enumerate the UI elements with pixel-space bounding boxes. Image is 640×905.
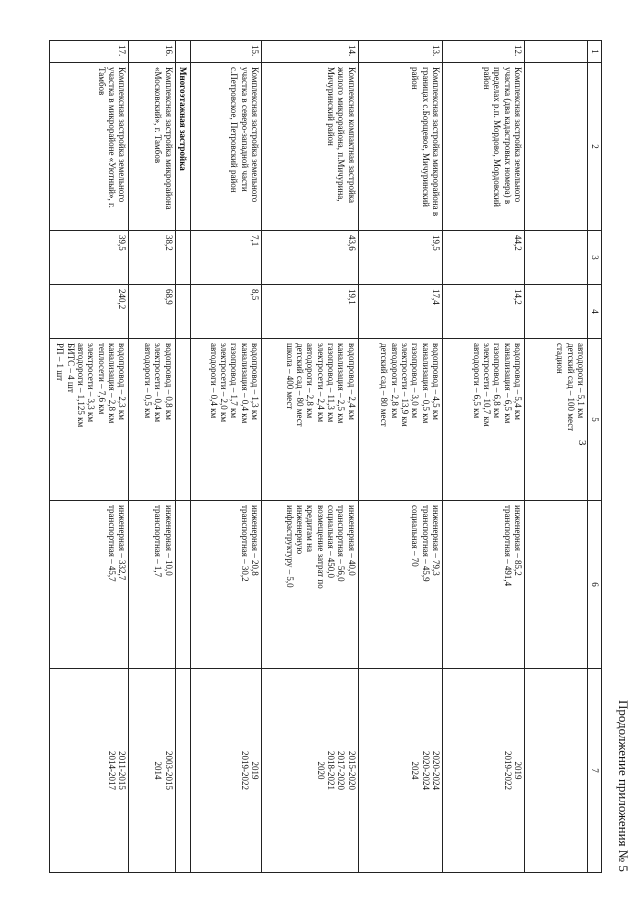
years-cell (129, 669, 175, 873)
section-spacer (175, 41, 190, 63)
cell-line: инженерную (295, 505, 306, 555)
cell-line: детский сад – 80 мест (295, 343, 306, 427)
infrastructure-cell (50, 339, 129, 501)
years-cell (50, 669, 129, 873)
cell-line: 2015-2020 (346, 751, 357, 790)
cell-line: автодороги – 1,125 км (75, 343, 86, 428)
costs-cell (358, 501, 442, 669)
cell-line: социальная – 450,0 (326, 505, 337, 578)
cell-line: канализация – 0,5 км (420, 343, 431, 424)
project-name: Комплексная застройка земельного участка (два кадастровых номера) в пределах р.п. Мордово, Мордовский район (442, 63, 524, 231)
cell-line: автодороги – 6,5 км (471, 343, 482, 419)
cell-line: инфраструктуру – 5,0 (284, 505, 295, 588)
cell-line: 2019 (250, 761, 261, 780)
cell-line: канализация – 6,5 км (502, 343, 513, 424)
cell-line: транспортная – 45,9 (420, 505, 431, 582)
table-row (442, 41, 524, 873)
row-number: 12. (442, 41, 524, 63)
years-cell (358, 669, 442, 873)
cell-line: автодороги – 5,1 км (576, 343, 586, 419)
infrastructure-cell (524, 339, 587, 501)
cell-line: водопровод – 2,3 км (117, 343, 128, 420)
area-value: 7,1 (190, 231, 261, 285)
cell-line: 2020 (315, 761, 326, 780)
cell-line: транспортная – 1,7 (153, 505, 164, 578)
cell-line: электросети – 13,9 км (399, 343, 410, 427)
column-number: 4 (588, 285, 602, 339)
cell-line: 2020-2024 (430, 751, 441, 790)
costs-cell (262, 501, 359, 669)
area-value: 43,6 (262, 231, 359, 285)
cell-line: водопровод – 0,8 км (163, 343, 174, 420)
cell-line: канализация – 2,8 км (106, 343, 117, 424)
column-number: 7 (588, 669, 602, 873)
housing-value: 8,5 (190, 285, 261, 339)
row-number: 14. (262, 41, 359, 63)
cell-line: детский сад – 80 мест (379, 343, 390, 427)
cell-line: электросети – 0,4 км (153, 343, 164, 423)
cell-line: транспортная – 56,0 (336, 505, 347, 582)
cell-line: социальная – 70 (410, 505, 421, 567)
table-row (262, 41, 359, 873)
section-spacer (175, 231, 190, 285)
cell-line: транспортная – 45,7 (106, 505, 117, 582)
appendix-continuation-title: Продолжение приложения № 5 (616, 700, 631, 872)
costs-cell (129, 501, 175, 669)
section-spacer (175, 339, 190, 501)
cell-line: инженерная – 79,3 (430, 505, 441, 576)
cell-line: транспортная – 491,4 (502, 505, 513, 587)
cell-line: 2017-2020 (336, 751, 347, 790)
table-row (50, 41, 129, 873)
cell-line: инженерная – 40,0 (346, 505, 357, 576)
cell-line: автодороги – 0,4 км (208, 343, 219, 419)
column-number: 1 (588, 41, 602, 63)
cell-line: канализация – 2,5 км (336, 343, 347, 424)
housing-value: 17,4 (358, 285, 442, 339)
cell-line: электросети – 2,0 км (219, 343, 230, 423)
table-row (358, 41, 442, 873)
area-value: 44,2 (442, 231, 524, 285)
cell-line: 2003-2015 (163, 751, 174, 790)
column-number: 2 (588, 63, 602, 231)
cell-line: 2018-2021 (326, 751, 337, 790)
cell-line: 2014-2017 (106, 751, 117, 790)
cell-line: 2014 (153, 761, 164, 780)
cell-line: БИТС – 4 шт (65, 343, 76, 393)
cell-line: школа – 400 мест (284, 343, 295, 410)
table-row (129, 41, 175, 873)
cell-line: инженерная – 332,7 (117, 505, 128, 581)
section-spacer (175, 501, 190, 669)
cell-line: инженерная – 10,0 (163, 505, 174, 576)
area-value: 19,5 (358, 231, 442, 285)
row-number: 15. (190, 41, 261, 63)
infrastructure-cell (190, 339, 261, 501)
cell-line: транспортная – 30,2 (239, 505, 250, 582)
cell-line: 2019 (512, 761, 523, 780)
project-name: Комплексная застройка земельного участка в северо-западной части с.Петровское, Петровский район (190, 63, 261, 231)
section-spacer (175, 285, 190, 339)
cell-line: 2019-2022 (502, 751, 513, 790)
cell-line: газопровод – 1,7 км (229, 343, 240, 419)
section-row (175, 41, 190, 873)
area-value: 38,2 (129, 231, 175, 285)
cell-line: водопровод – 1,3 км (250, 343, 261, 420)
cell-line: инженерная – 85,2 (512, 505, 523, 576)
cell-line: возмещение затрат по (315, 505, 326, 589)
cell-line: автодороги – 0,5 км (142, 343, 153, 419)
housing-value: 240,2 (50, 285, 129, 339)
cell-line: стадион (555, 343, 566, 374)
cell-line: водопровод – 2,4 км (346, 343, 357, 420)
cell-line: электросети – 3,3 км (86, 343, 97, 423)
row-number: 17. (50, 41, 129, 63)
cell-line: детский сад – 100 мест (565, 343, 576, 432)
cell-line: электросети – 10,7 км (481, 343, 492, 427)
table-row (524, 41, 587, 873)
cell-line: 2020-2024 (420, 751, 431, 790)
column-number: 3 (588, 231, 602, 285)
infrastructure-cell (262, 339, 359, 501)
housing-value: 68,9 (129, 285, 175, 339)
project-name: Комплексная застройка микрорайона «Московский», г. Тамбов (129, 63, 175, 231)
section-label: Многоэтажная застройка (175, 63, 190, 231)
cell-line: инженерная – 20,8 (250, 505, 261, 576)
cell-line: газопровод – 3,0 км (410, 343, 421, 419)
infrastructure-cell (442, 339, 524, 501)
cell-line: 2019-2022 (239, 751, 250, 790)
area-value: 39,5 (50, 231, 129, 285)
cell-line: газопровод – 11,3 км (326, 343, 337, 423)
page-number: 3 (576, 440, 588, 446)
costs-cell (190, 501, 261, 669)
cell-line: автодороги – 2,8 км (389, 343, 400, 419)
housing-value: 19,1 (262, 285, 359, 339)
costs-cell (442, 501, 524, 669)
cell-line: автодороги – 2,8 км (305, 343, 316, 419)
cell-line: канализация – 0,4 км (239, 343, 250, 424)
project-name: Комплексная застройка микрорайона в границах с.Борщевое, Мичуринский район (358, 63, 442, 231)
column-number: 6 (588, 501, 602, 669)
row-number: 16. (129, 41, 175, 63)
housing-value: 14,2 (442, 285, 524, 339)
column-number-row (588, 41, 602, 873)
cell-line: 2011-2015 (117, 751, 128, 790)
row-number: 13. (358, 41, 442, 63)
years-cell (524, 669, 587, 873)
years-cell (442, 669, 524, 873)
infrastructure-cell (358, 339, 442, 501)
years-cell (262, 669, 359, 873)
costs-cell (50, 501, 129, 669)
projects-table (49, 40, 602, 873)
section-spacer (175, 669, 190, 873)
cell-line: 2024 (410, 761, 421, 780)
cell-line: газопровод – 6,8 км (492, 343, 503, 419)
cell-line: электросети – 2,4 км (315, 343, 326, 423)
cell-line: водопровод – 4,5 км (430, 343, 441, 420)
column-number: 5 (588, 339, 602, 501)
project-name: Комплексная компактная застройка жилого микрорайона, п.Мичурина, Мичуринский район (262, 63, 359, 231)
cell-line: кредитам на (305, 505, 316, 552)
cell-line: теплосети – 7,6 км (96, 343, 107, 415)
project-name: Комплексная застройка земельного участка в микрорайоне «Уютный», г. Тамбов (50, 63, 129, 231)
infrastructure-cell (129, 339, 175, 501)
years-cell (190, 669, 261, 873)
table-row (190, 41, 261, 873)
cell-line: РП – 1 шт (55, 343, 66, 382)
cell-line: водопровод – 5,4 км (512, 343, 523, 420)
costs-cell (524, 501, 587, 669)
